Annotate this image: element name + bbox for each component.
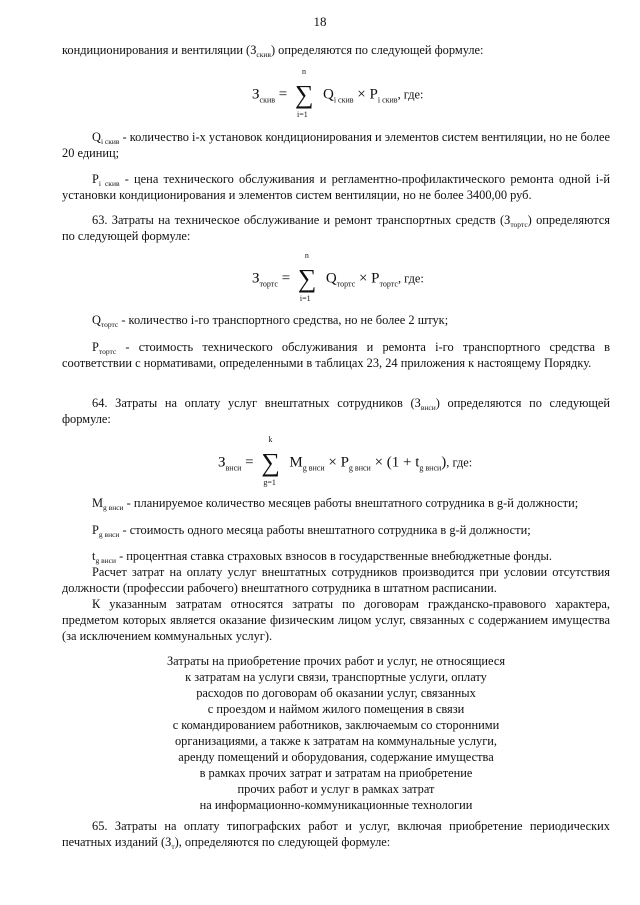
section-heading: Затраты на приобретение прочих работ и услуг, не относящиеся к затратам на услуги связи, транспортные услуги, оплату расходов по договорам об оказании услуг, связанных с проездом и наймом жилого помещения в связи с командированием работников, заключаемым со сторонними организациями, а также к затратам на коммунальные услуги, аренду помещений и оборудования, содержание имущества в рамках прочих затрат и затратам на приобретение прочих работ и услуг в рамках затрат на информационно-коммуникационные технологии: [166, 654, 506, 812]
definition-m: $M_{g внси}$ - планируемое количество месяцев работы внештатного сотрудника в g-й должности;: [92, 496, 579, 512]
definition-q-tortc: $Q_{тортс}$ - количество i-го транспортного средства, но не более 2 штук;: [92, 313, 449, 329]
page-number: 18: [313, 14, 327, 29]
sum-symbol: k ∑ g=1: [261, 435, 280, 487]
definition-p-skiv: $P_{i скив}$ - цена технического обслуживания и регламентно-профилактического ремонта одной i-й установки кондиционирования и элементов систем вентиляции, но не более 3400,00 руб.: [62, 172, 610, 202]
calculation-note: Расчет затрат на оплату услуг внештатных сотрудников производится при условии отсутствия должности (профессии рабочего) внештатного сотрудника в штатном расписании.: [62, 565, 610, 595]
paragraph-63: 63. Затраты на техническое обслуживание и ремонт транспортных средств $(З_{тортс})$ определяются по следующей формуле:: [62, 213, 610, 243]
sum-symbol: n ∑ i=1: [297, 251, 317, 303]
paragraph-65: 65. Затраты на оплату типографских работ и услуг, включая приобретение периодических печатных изданий $(З_т)$, определяются по следующей формуле:: [62, 819, 610, 851]
formula-skiv: $З_{скив}$ = n ∑ i=1 $Q_{i скив} \times P_{i скив}$, где:: [252, 67, 424, 119]
definition-p-tortc: $P_{тортс}$ - стоимость технического обслуживания и ремонта i-го транспортного средства в соответствии с нормативами, определенными в таблицах 23, 24 приложения к настоящему Порядку.: [62, 340, 610, 370]
definition-t: $t_{g внси}$ - процентная ставка страховых взносов в государственные внебюджетные фонды.: [92, 549, 552, 565]
sum-symbol: n ∑ i=1: [294, 67, 314, 119]
definition-p-vnsi: $P_{g внси}$ - стоимость одного месяца работы внештатного сотрудника в g-й должности;: [92, 523, 531, 539]
formula-tortc: $З_{тортс}$ = n ∑ i=1 $Q_{тортс} \times P_{тортс}$, где:: [252, 251, 424, 303]
definition-q-skiv: $Q_{i скив}$ - количество i-х установок кондиционирования и элементов систем вентиляции, но не более 20 единиц;: [62, 130, 611, 160]
paragraph-64: 64. Затраты на оплату услуг внештатных сотрудников $(З_{внси})$ определяются по следующей формуле:: [62, 396, 610, 426]
intro-line: кондиционирования и вентиляции $(З_{скив})$ определяются по следующей формуле:: [62, 43, 484, 59]
formula-vnsi: $З_{внси}$ = k ∑ g=1 $M_{g внси} \times P_{g внси} \times (1 + t_{g внси})$, где:: [218, 435, 473, 487]
contract-note: К указанным затратам относятся затраты по договорам гражданско-правового характера, предметом которых является оказание физическим лицом услуг, связанных с содержанием имущества (за исключением коммунальных услуг).: [62, 597, 610, 643]
